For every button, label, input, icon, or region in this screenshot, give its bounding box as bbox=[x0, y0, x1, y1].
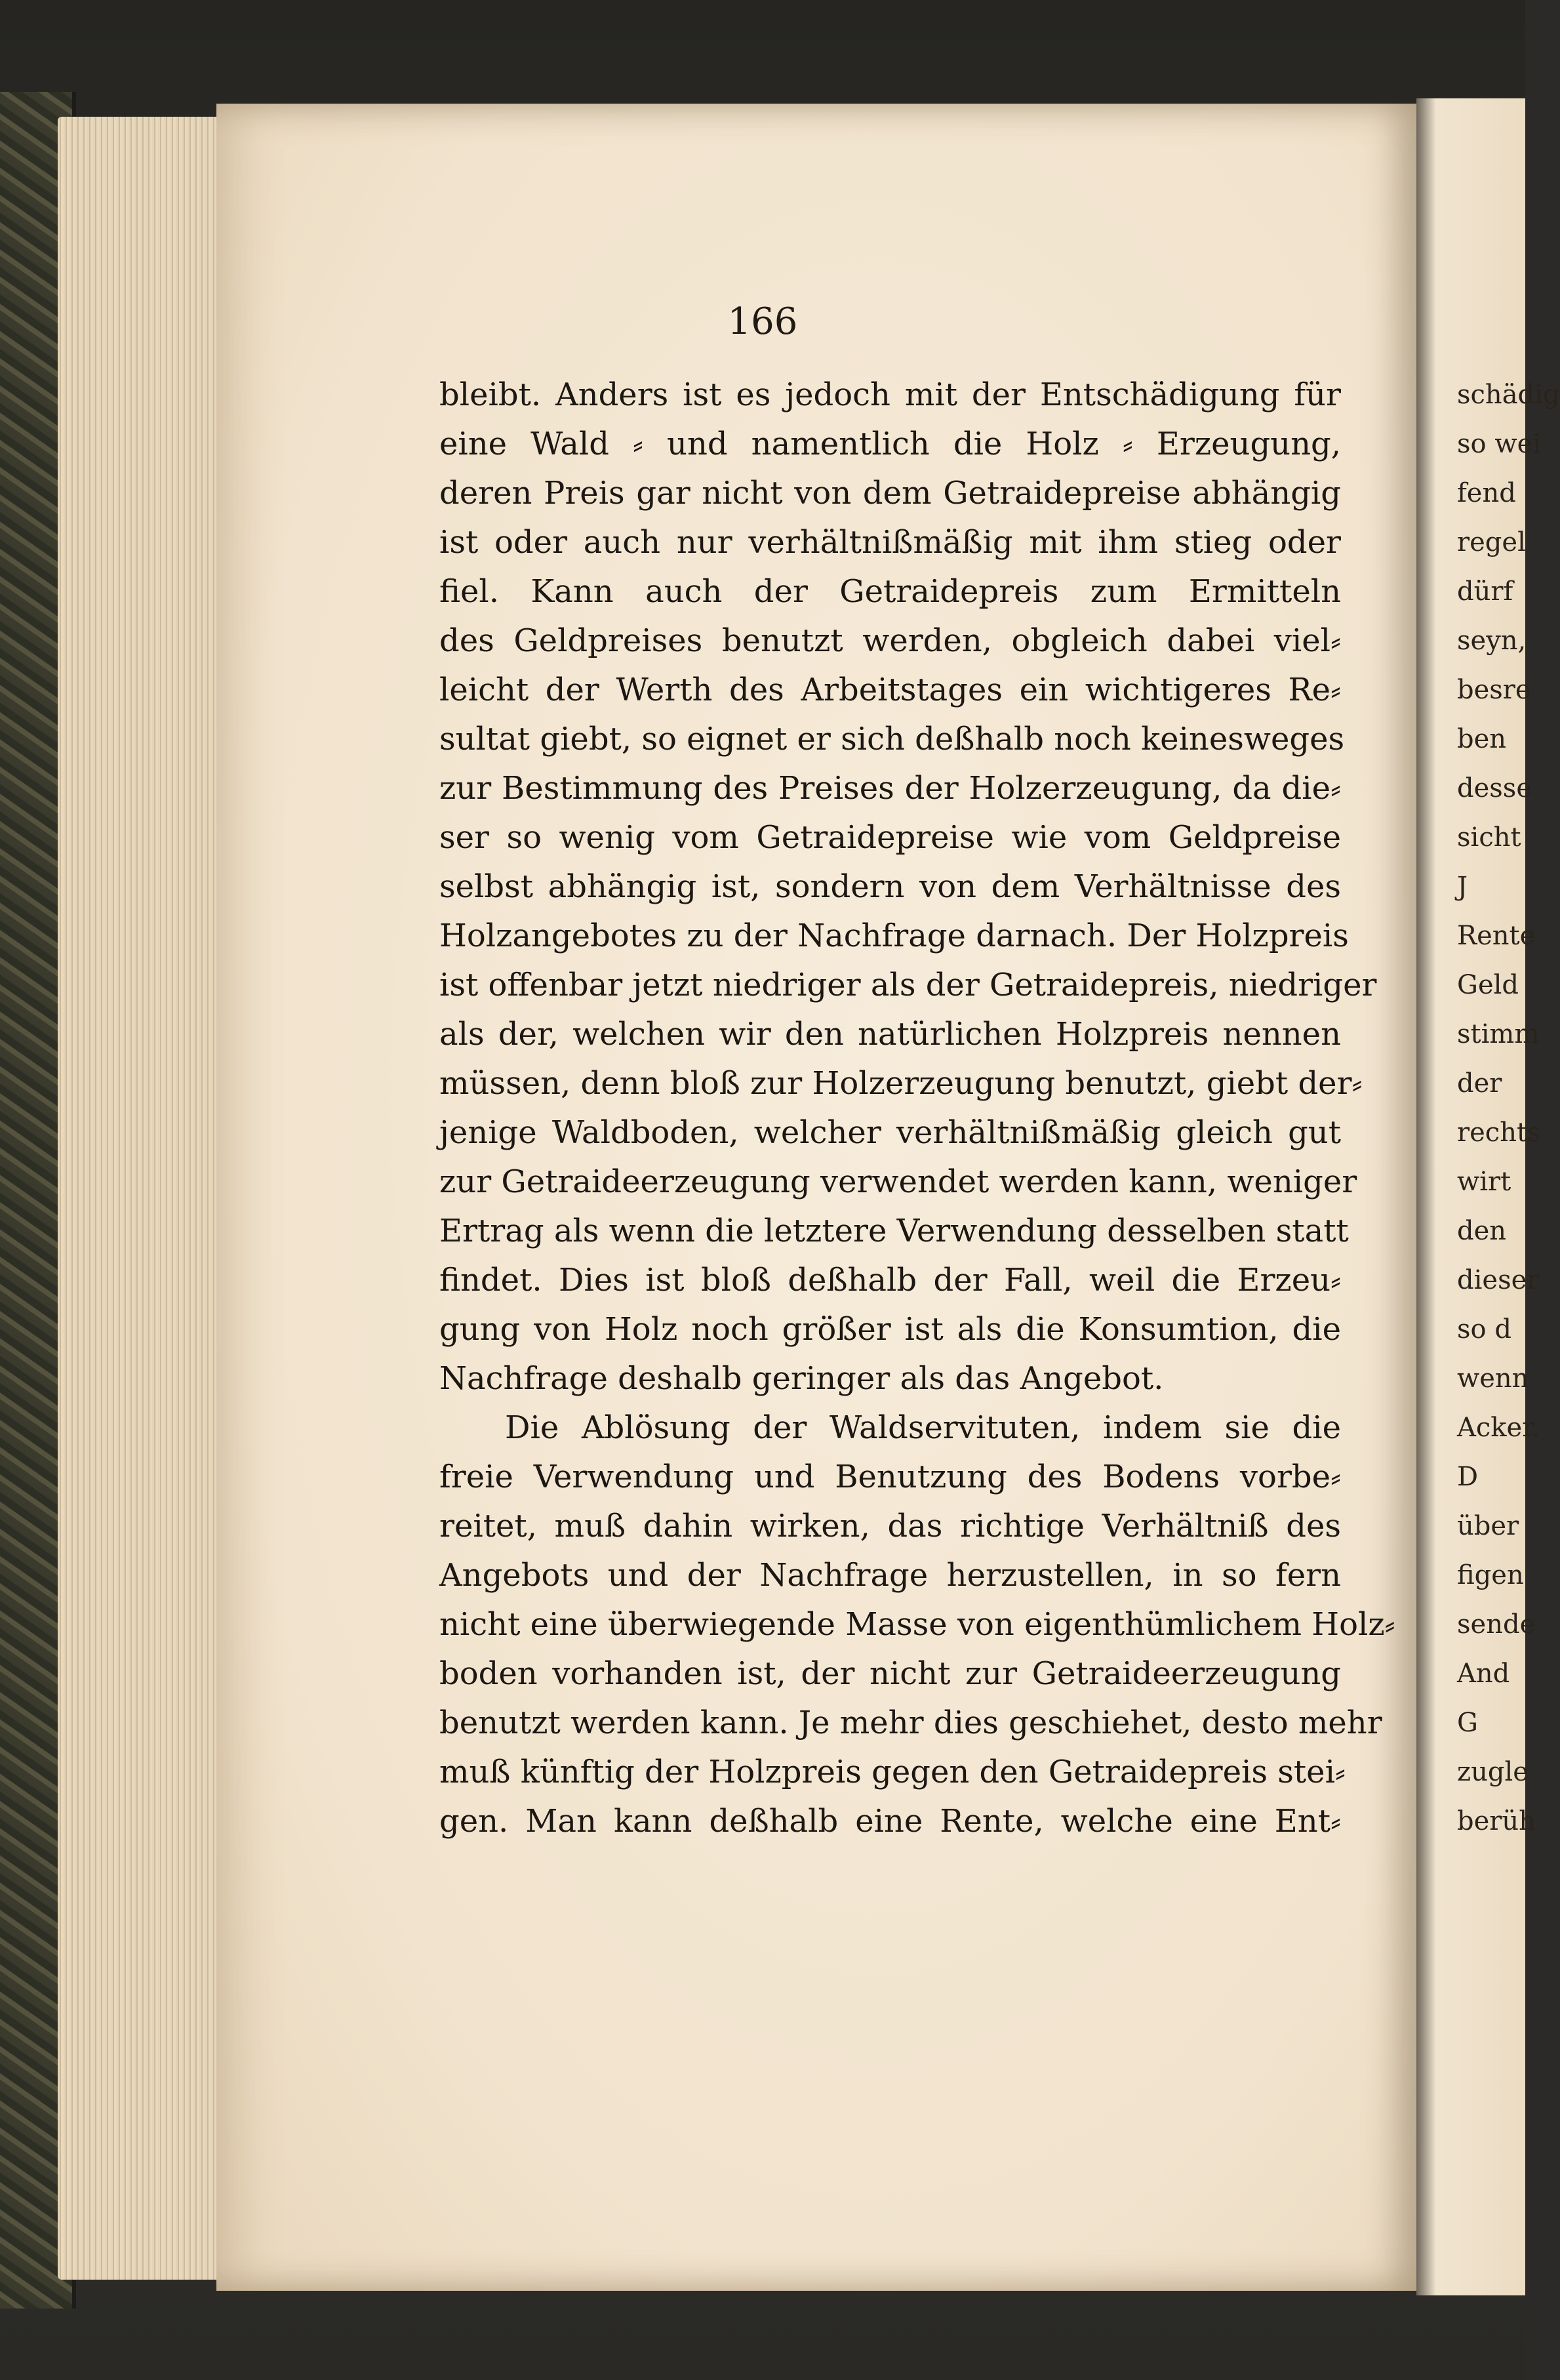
facing-line: so wei bbox=[1457, 429, 1542, 459]
facing-line: ben bbox=[1457, 724, 1507, 754]
facing-line: And bbox=[1457, 1659, 1510, 1689]
text-line: Nachfrage deshalb geringer als das Angebot. bbox=[439, 1360, 1164, 1397]
text-line: eine Wald ⸗ und namentlich die Holz ⸗ Erzeugung, bbox=[439, 426, 1341, 462]
facing-line: rechts bbox=[1457, 1118, 1541, 1148]
facing-line: Rente bbox=[1457, 921, 1536, 951]
text-line: findet. Dies ist bloß deßhalb der Fall, weil die Erzeu⸗ bbox=[439, 1262, 1341, 1299]
text-line: zur Bestimmung des Preises der Holzerzeugung, da die⸗ bbox=[439, 770, 1341, 807]
text-line: ist offenbar jetzt niedriger als der Getraidepreis, niedriger bbox=[439, 967, 1377, 1003]
facing-line: über bbox=[1457, 1511, 1519, 1541]
facing-line: zugle bbox=[1457, 1757, 1529, 1787]
text-line: jenige Waldboden, welcher verhältnißmäßig gleich gut bbox=[439, 1114, 1341, 1151]
text-line: benutzt werden kann. Je mehr dies geschiehet, desto mehr bbox=[439, 1704, 1382, 1741]
text-line: freie Verwendung und Benutzung des Bodens vorbe⸗ bbox=[439, 1459, 1341, 1495]
text-line: als der, welchen wir den natürlichen Holzpreis nennen bbox=[439, 1016, 1341, 1053]
facing-line: wenn bbox=[1457, 1363, 1529, 1394]
text-line: Angebots und der Nachfrage herzustellen, in so fern bbox=[439, 1557, 1341, 1594]
facing-line: der bbox=[1457, 1068, 1502, 1099]
page-number: 166 bbox=[727, 300, 798, 343]
text-line: fiel. Kann auch der Getraidepreis zum Ermitteln bbox=[439, 573, 1341, 610]
facing-line: Acker. bbox=[1457, 1413, 1540, 1443]
text-line: Holzangebotes zu der Nachfrage darnach. Der Holzpreis bbox=[439, 918, 1349, 954]
facing-line: dürf bbox=[1457, 576, 1513, 607]
text-line: nicht eine überwiegende Masse von eigenthümlichem Holz⸗ bbox=[439, 1606, 1395, 1643]
facing-page-text bbox=[1457, 371, 1560, 1846]
text-line: gen. Man kann deßhalb eine Rente, welche eine Ent⸗ bbox=[439, 1803, 1341, 1840]
page-body-text bbox=[439, 371, 1395, 1846]
text-line: ist oder auch nur verhältnißmäßig mit ihm stieg oder bbox=[439, 524, 1341, 561]
text-line: ser so wenig vom Getraidepreise wie vom Geldpreise bbox=[439, 819, 1341, 856]
facing-line: sende bbox=[1457, 1609, 1536, 1640]
text-line: Ertrag als wenn die letztere Verwendung desselben statt bbox=[439, 1213, 1349, 1249]
text-line: sultat giebt, so eignet er sich deßhalb noch keinesweges bbox=[439, 721, 1345, 757]
text-line: müssen, denn bloß zur Holzerzeugung benutzt, giebt der⸗ bbox=[439, 1065, 1363, 1102]
text-line: des Geldpreises benutzt werden, obgleich dabei viel⸗ bbox=[439, 622, 1341, 659]
facing-line: regel bbox=[1457, 527, 1526, 557]
facing-line: sicht bbox=[1457, 822, 1521, 853]
text-line: leicht der Werth des Arbeitstages ein wichtigeres Re⸗ bbox=[439, 672, 1341, 708]
text-line: gung von Holz noch größer ist als die Konsumtion, die bbox=[439, 1311, 1341, 1348]
facing-line: wirt bbox=[1457, 1167, 1511, 1197]
facing-line: dieser bbox=[1457, 1265, 1540, 1295]
facing-line: J bbox=[1457, 872, 1468, 902]
facing-line: fend bbox=[1457, 478, 1516, 508]
facing-line: so d bbox=[1457, 1314, 1511, 1344]
facing-line: Geld bbox=[1457, 970, 1519, 1000]
text-line: zur Getraideerzeugung verwendet werden kann, weniger bbox=[439, 1163, 1357, 1200]
text-line: selbst abhängig ist, sondern von dem Verhältnisse des bbox=[439, 868, 1341, 905]
page-edges bbox=[58, 117, 228, 2280]
facing-line: seyn, bbox=[1457, 626, 1527, 656]
text-line: bleibt. Anders ist es jedoch mit der Entschädigung für bbox=[439, 376, 1341, 413]
text-line: deren Preis gar nicht von dem Getraidepreise abhängig bbox=[439, 475, 1341, 512]
text-line: reitet, muß dahin wirken, das richtige Verhältniß des bbox=[439, 1508, 1341, 1544]
facing-line: schädig bbox=[1457, 380, 1560, 410]
facing-line: den bbox=[1457, 1216, 1507, 1246]
facing-line: G bbox=[1457, 1708, 1478, 1738]
text-line: Die Ablösung der Waldservituten, indem sie die bbox=[505, 1409, 1341, 1446]
facing-line: besre bbox=[1457, 675, 1531, 705]
text-line: boden vorhanden ist, der nicht zur Getraideerzeugung bbox=[439, 1655, 1341, 1692]
text-line: muß künftig der Holzpreis gegen den Getraidepreis stei⸗ bbox=[439, 1754, 1346, 1790]
facing-line: berüh bbox=[1457, 1806, 1536, 1836]
facing-line: figen bbox=[1457, 1560, 1524, 1590]
facing-line: D bbox=[1457, 1462, 1479, 1492]
facing-line: stimm bbox=[1457, 1019, 1540, 1049]
facing-line: desse bbox=[1457, 773, 1532, 803]
